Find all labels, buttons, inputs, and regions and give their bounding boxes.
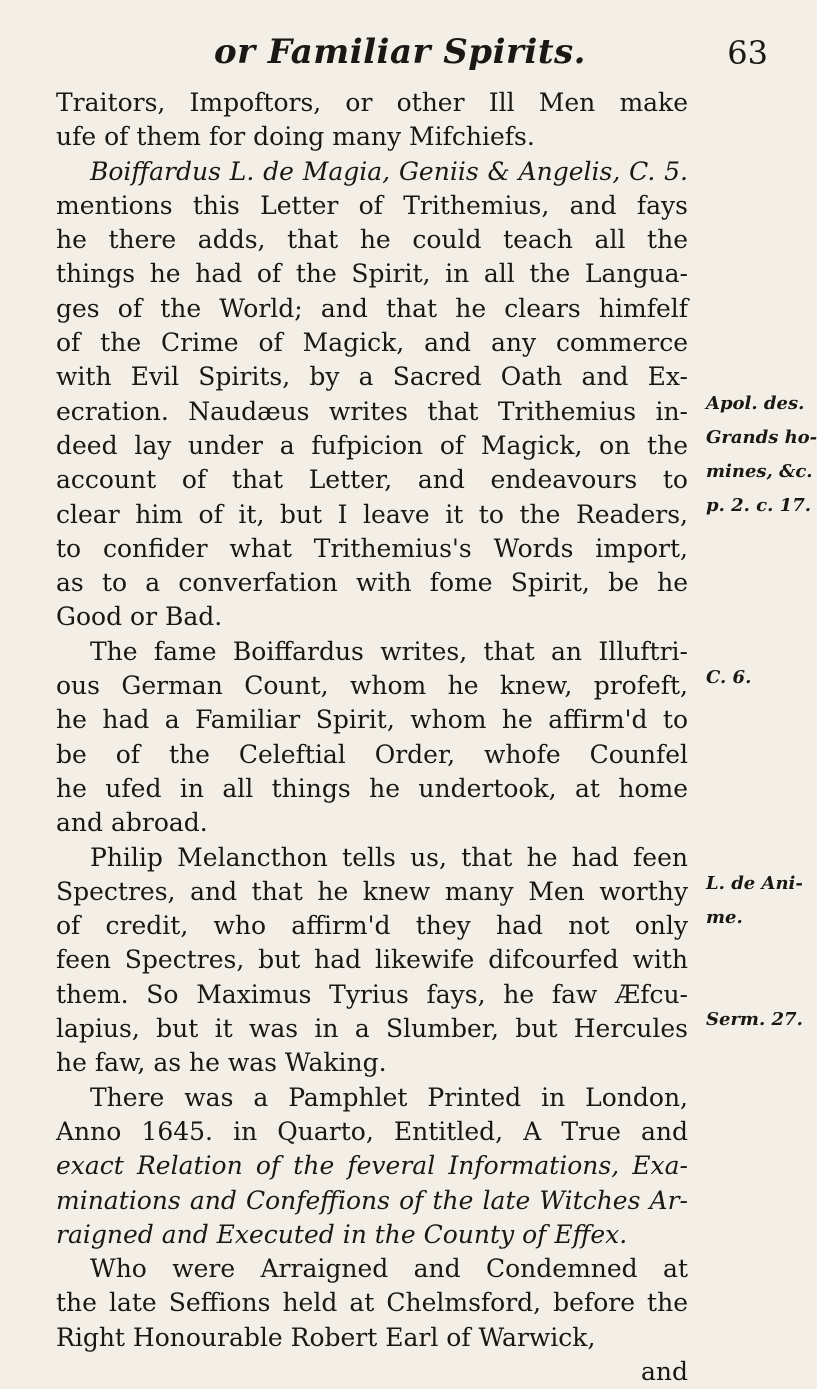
text-line: ecration. Naudæus writes that Trithemius in- <box>56 396 688 426</box>
text-line: he faw, as he was Waking. <box>56 1048 387 1078</box>
page-header <box>0 32 800 82</box>
margin-note: me. <box>706 907 743 928</box>
text-line: he ufed in all things he undertook, at home <box>56 773 688 803</box>
text-line: he had a Familiar Spirit, whom he affirm'd to <box>56 705 688 735</box>
text-line: Philip Melancthon tells us, that he had feen <box>90 842 688 872</box>
text-line: Boiffardus L. de Magia, Geniis & Angelis, C. 5. <box>90 156 688 186</box>
text-line: things he had of the Spirit, in all the Langua- <box>56 259 688 289</box>
body-text <box>56 86 688 1389</box>
text-line: them. So Maximus Tyrius fays, he faw Æfcu- <box>56 979 688 1009</box>
margin-note: Apol. des. <box>706 393 805 414</box>
margin-note: Grands ho- <box>706 427 817 448</box>
text-line: raigned and Executed in the County of Effex. <box>56 1219 628 1249</box>
text-line: Right Honourable Robert Earl of Warwick, <box>56 1322 596 1352</box>
text-line: Traitors, Impoftors, or other Ill Men make <box>56 88 688 117</box>
text-line: lapius, but it was in a Slumber, but Hercules <box>56 1014 688 1044</box>
text-line: ufe of them for doing many Mifchiefs. <box>56 122 535 152</box>
text-line: exact Relation of the feveral Informations, Exa- <box>56 1151 688 1181</box>
text-line: to confider what Trithemius's Words import, <box>56 533 688 563</box>
text-line: The fame Boiffardus writes, that an Illuftri- <box>90 636 688 666</box>
margin-note: C. 6. <box>706 667 752 688</box>
margin-note: L. de Ani- <box>706 873 803 894</box>
text-line: Good or Bad. <box>56 602 223 632</box>
text-line: Anno 1645. in Quarto, Entitled, A True and <box>56 1116 688 1146</box>
text-line: be of the Celeftial Order, whofe Counfel <box>56 739 688 769</box>
text-line: the late Seffions held at Chelmsford, before the <box>56 1288 688 1318</box>
text-line: mentions this Letter of Trithemius, and fays <box>56 190 688 220</box>
text-line: account of that Letter, and endeavours to <box>56 465 688 495</box>
page-number: 63 <box>727 34 768 72</box>
text-line: ous German Count, whom he knew, profeft, <box>56 671 688 701</box>
text-line: as to a converfation with fome Spirit, be he <box>56 568 688 598</box>
text-line: deed lay under a fufpicion of Magick, on the <box>56 430 688 460</box>
text-line: minations and Confeffions of the late Witches Ar- <box>56 1185 688 1215</box>
text-line: and abroad. <box>56 808 208 838</box>
margin-note: Serm. 27. <box>706 1009 803 1030</box>
catchword: and <box>640 1356 688 1386</box>
margin-note: p. 2. c. 17. <box>706 495 811 516</box>
text-line: of the Crime of Magick, and any commerce <box>56 328 688 358</box>
text-line: Spectres, and that he knew many Men worthy <box>56 876 688 906</box>
text-line: he there adds, that he could teach all the <box>56 225 688 255</box>
text-line: There was a Pamphlet Printed in London, <box>90 1082 688 1112</box>
margin-note: mines, &c. <box>706 461 813 482</box>
text-line: with Evil Spirits, by a Sacred Oath and Ex- <box>56 362 688 392</box>
text-line: ges of the World; and that he clears himfelf <box>56 293 688 323</box>
text-line: of credit, who affirm'd they had not only <box>56 911 688 941</box>
running-title: or Familiar Spirits. <box>214 32 586 72</box>
text-line: clear him of it, but I leave it to the Readers, <box>56 499 688 529</box>
text-line: feen Spectres, but had likewife difcourfed with <box>56 945 688 975</box>
text-line: Who were Arraigned and Condemned at <box>90 1254 688 1284</box>
